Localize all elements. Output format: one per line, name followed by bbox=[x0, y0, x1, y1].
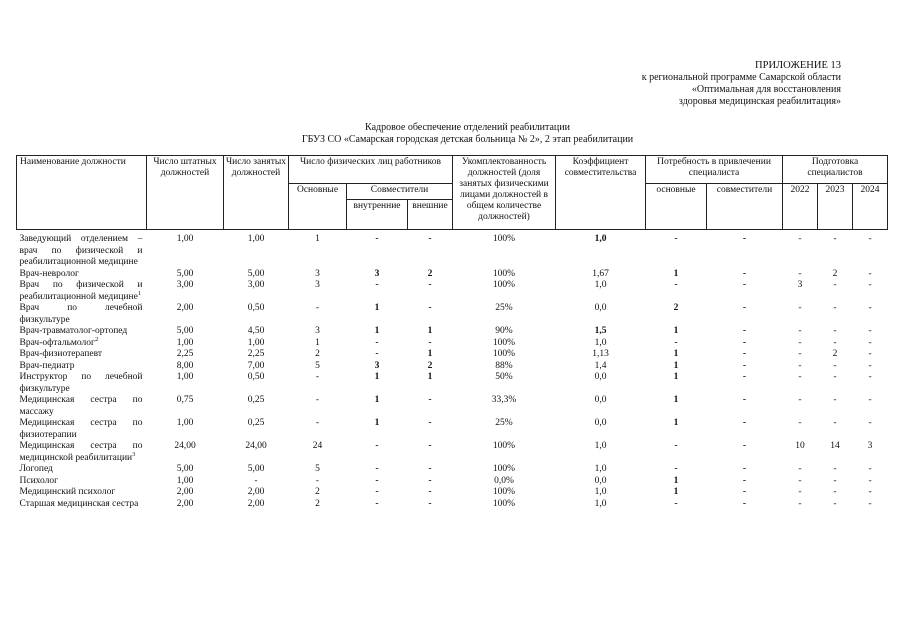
cell-need-part: - bbox=[742, 326, 747, 336]
cell-year-2023: - bbox=[833, 360, 837, 371]
cell-year-2024: - bbox=[868, 268, 872, 279]
cell-need-main: 1 bbox=[673, 326, 679, 336]
cell-position-name bbox=[17, 349, 147, 361]
cell-need-main: 1 bbox=[673, 418, 679, 428]
cell-staffing: 100% bbox=[492, 234, 516, 244]
position-name: Инструктор по лечебной физкультуре bbox=[19, 372, 143, 394]
cell-staff-positions: 5,00 bbox=[176, 464, 194, 474]
position-name: Медицинская сестра по массажу bbox=[19, 395, 143, 417]
cell-internal: - bbox=[375, 234, 379, 244]
cell-position-name bbox=[17, 499, 147, 511]
cell-main: 1 bbox=[315, 234, 320, 244]
cell-need-part: - bbox=[742, 349, 747, 359]
table-row bbox=[17, 441, 888, 464]
table-row bbox=[17, 303, 888, 326]
table-row bbox=[17, 372, 888, 395]
appendix-number: ПРИЛОЖЕНИЕ 13 bbox=[755, 60, 841, 71]
cell-external: - bbox=[428, 464, 432, 474]
cell-need-main: 1 bbox=[673, 475, 679, 486]
cell-need-main: - bbox=[674, 337, 678, 348]
cell-year-2024: - bbox=[868, 487, 872, 497]
cell-internal: 1 bbox=[374, 395, 380, 405]
cell-year-2022: - bbox=[798, 498, 802, 509]
cell-year-2023: - bbox=[833, 337, 837, 348]
cell-staffing: 50% bbox=[495, 372, 513, 382]
cell-occupied-positions: 7,00 bbox=[247, 360, 265, 371]
cell-staffing: 88% bbox=[495, 360, 513, 371]
cell-main: - bbox=[315, 418, 320, 428]
cell-year-2024: - bbox=[868, 498, 872, 509]
position-name: Медицинский психолог bbox=[19, 487, 116, 497]
header-need-main: основные bbox=[646, 184, 707, 230]
cell-position-name bbox=[17, 487, 147, 499]
cell-coefficient: 1,0 bbox=[594, 280, 607, 290]
cell-position-name bbox=[17, 395, 147, 418]
position-name: Врач-педиатр bbox=[19, 360, 75, 371]
cell-staff-positions: 3,00 bbox=[176, 280, 194, 290]
header-year-2022: 2022 bbox=[783, 184, 818, 230]
cell-position-name bbox=[17, 269, 147, 281]
cell-need-main: 1 bbox=[673, 349, 679, 359]
header-need: Потребность в привлечении специалиста bbox=[646, 156, 783, 184]
cell-external: - bbox=[428, 487, 432, 497]
cell-internal: - bbox=[375, 487, 379, 497]
cell-occupied-positions: 4,50 bbox=[247, 326, 265, 336]
cell-need-part: - bbox=[742, 487, 747, 497]
cell-internal: 1 bbox=[374, 326, 380, 336]
cell-staff-positions: 1,00 bbox=[176, 372, 194, 382]
cell-main: - bbox=[315, 395, 320, 405]
cell-main: 24 bbox=[312, 441, 323, 451]
cell-coefficient: 1,0 bbox=[594, 234, 607, 244]
cell-coefficient: 1,4 bbox=[594, 360, 607, 371]
cell-need-part: - bbox=[742, 418, 747, 428]
cell-main: - bbox=[315, 475, 320, 486]
position-name: Медицинская сестра по физиотерапии bbox=[19, 418, 143, 440]
cell-internal: 3 bbox=[374, 360, 380, 371]
cell-occupied-positions: 24,00 bbox=[245, 441, 267, 451]
cell-external: 1 bbox=[427, 349, 433, 359]
cell-year-2024: - bbox=[868, 280, 872, 290]
table-header bbox=[17, 156, 888, 230]
cell-year-2022: - bbox=[798, 303, 802, 313]
cell-year-2024: - bbox=[868, 418, 872, 428]
cell-staffing: 100% bbox=[492, 441, 516, 451]
cell-year-2024: - bbox=[868, 395, 872, 405]
table-row bbox=[17, 361, 888, 373]
footnote-marker: 3 bbox=[132, 450, 136, 458]
header-occupied-positions: Число занятых должностей bbox=[224, 156, 289, 230]
cell-need-part: - bbox=[742, 268, 747, 279]
cell-year-2024: - bbox=[868, 303, 872, 313]
cell-need-main: - bbox=[674, 234, 678, 244]
cell-year-2022: - bbox=[798, 268, 802, 279]
position-name: Психолог bbox=[19, 475, 59, 486]
cell-need-part: - bbox=[742, 360, 747, 371]
cell-occupied-positions: 0,25 bbox=[247, 418, 265, 428]
cell-year-2023: 2 bbox=[832, 349, 838, 359]
cell-year-2023: - bbox=[833, 418, 837, 428]
position-name: Логопед bbox=[19, 464, 53, 474]
cell-need-part: - bbox=[742, 498, 747, 509]
header-name: Наименование должности bbox=[17, 156, 147, 230]
cell-staff-positions: 0,75 bbox=[176, 395, 194, 405]
appendix-heading bbox=[642, 60, 841, 108]
cell-internal: - bbox=[375, 441, 379, 451]
cell-main: - bbox=[315, 303, 320, 313]
cell-position-name bbox=[17, 335, 147, 350]
appendix-line: «Оптимальная для восстановления bbox=[691, 84, 841, 95]
cell-staff-positions: 24,00 bbox=[174, 441, 196, 451]
header-need-part: совместители bbox=[707, 184, 783, 230]
table-row bbox=[17, 269, 888, 281]
header-year-2023: 2023 bbox=[818, 184, 853, 230]
cell-year-2022: - bbox=[798, 372, 802, 382]
cell-coefficient: 0,0 bbox=[594, 475, 607, 486]
position-name: Старшая медицинская сестра bbox=[19, 498, 139, 509]
cell-position-name bbox=[17, 464, 147, 476]
cell-year-2022: - bbox=[798, 234, 802, 244]
cell-occupied-positions: 1,00 bbox=[247, 337, 265, 348]
cell-coefficient: 1,0 bbox=[594, 464, 607, 474]
table-row bbox=[17, 418, 888, 441]
position-name: Медицинская сестра по медицинской реабилитации bbox=[19, 441, 143, 463]
cell-occupied-positions: 1,00 bbox=[247, 234, 265, 244]
cell-internal: 1 bbox=[374, 418, 380, 428]
cell-year-2024: - bbox=[868, 464, 872, 474]
cell-main: 2 bbox=[315, 487, 320, 497]
cell-main: 1 bbox=[315, 337, 320, 348]
cell-year-2024: - bbox=[868, 326, 872, 336]
cell-need-part: - bbox=[742, 280, 747, 290]
cell-occupied-positions: 0,50 bbox=[247, 372, 265, 382]
cell-coefficient: 1,13 bbox=[592, 349, 609, 359]
cell-occupied-positions: 0,50 bbox=[247, 303, 265, 313]
cell-year-2023: - bbox=[833, 464, 837, 474]
cell-year-2023: - bbox=[833, 372, 837, 382]
cell-year-2022: - bbox=[798, 349, 802, 359]
cell-staff-positions: 1,00 bbox=[176, 234, 194, 244]
table-row bbox=[17, 499, 888, 511]
cell-occupied-positions: 2,00 bbox=[247, 487, 265, 497]
cell-year-2023: - bbox=[833, 487, 837, 497]
cell-staff-positions: 8,00 bbox=[176, 360, 194, 371]
cell-internal: 1 bbox=[374, 372, 380, 382]
cell-external: - bbox=[428, 337, 432, 348]
cell-main: 2 bbox=[315, 498, 320, 509]
header-main: Основные bbox=[289, 184, 347, 230]
cell-staffing: 100% bbox=[492, 349, 516, 359]
table-row bbox=[17, 395, 888, 418]
cell-need-main: 1 bbox=[673, 395, 679, 405]
staffing-table bbox=[16, 155, 888, 510]
cell-staffing: 100% bbox=[492, 337, 516, 348]
cell-external: - bbox=[428, 475, 432, 486]
cell-year-2023: - bbox=[833, 395, 837, 405]
position-name: Врач по физической и реабилитационной медицине bbox=[19, 280, 143, 302]
position-name: Врач-невролог bbox=[19, 268, 79, 279]
cell-main: 3 bbox=[315, 268, 320, 279]
cell-year-2024: - bbox=[868, 234, 872, 244]
cell-year-2024: - bbox=[868, 337, 872, 348]
table-body bbox=[17, 230, 888, 511]
cell-external: - bbox=[428, 418, 432, 428]
cell-external: 1 bbox=[427, 326, 433, 336]
cell-coefficient: 1,5 bbox=[594, 326, 607, 336]
position-name: Врач-травматолог-ортопед bbox=[19, 326, 128, 336]
cell-occupied-positions: 5,00 bbox=[247, 464, 265, 474]
cell-occupied-positions: 0,25 bbox=[247, 395, 265, 405]
cell-position-name bbox=[17, 303, 147, 326]
cell-year-2022: 3 bbox=[797, 280, 803, 290]
cell-position-name bbox=[17, 361, 147, 373]
appendix-line: здоровья медицинская реабилитация» bbox=[678, 96, 841, 107]
cell-coefficient: 0,0 bbox=[594, 303, 607, 313]
cell-need-part: - bbox=[742, 464, 747, 474]
cell-staff-positions: 5,00 bbox=[176, 326, 194, 336]
cell-position-name bbox=[17, 372, 147, 395]
cell-external: 2 bbox=[427, 360, 433, 371]
cell-occupied-positions: 2,25 bbox=[247, 349, 265, 359]
cell-main: 3 bbox=[315, 280, 320, 290]
cell-need-main: - bbox=[674, 464, 678, 474]
cell-staff-positions: 1,00 bbox=[176, 337, 194, 348]
cell-external: 1 bbox=[427, 372, 433, 382]
title-line-2: ГБУЗ СО «Самарская городская детская больница № 2», 2 этап реабилитации bbox=[301, 134, 634, 145]
cell-year-2022: 10 bbox=[795, 441, 805, 451]
cell-year-2023: - bbox=[833, 303, 837, 313]
cell-coefficient: 1,0 bbox=[594, 441, 607, 451]
header-year-2024: 2024 bbox=[853, 184, 888, 230]
cell-staffing: 100% bbox=[492, 268, 516, 279]
cell-year-2022: - bbox=[798, 464, 802, 474]
cell-position-name bbox=[17, 230, 147, 269]
cell-staffing: 100% bbox=[492, 280, 516, 290]
cell-external: - bbox=[428, 303, 432, 313]
cell-occupied-positions: - bbox=[254, 475, 258, 486]
title-line-1: Кадровое обеспечение отделений реабилитации bbox=[365, 122, 570, 133]
cell-internal: - bbox=[375, 464, 379, 474]
table-row bbox=[17, 349, 888, 361]
cell-staffing: 25% bbox=[495, 418, 513, 428]
cell-main: 5 bbox=[315, 360, 320, 371]
cell-year-2024: - bbox=[868, 475, 872, 486]
cell-need-part: - bbox=[742, 337, 747, 348]
cell-staff-positions: 1,00 bbox=[176, 475, 194, 486]
cell-position-name bbox=[17, 326, 147, 338]
cell-need-part: - bbox=[742, 234, 747, 244]
cell-year-2023: - bbox=[833, 475, 837, 486]
cell-need-main: 2 bbox=[673, 303, 679, 313]
cell-year-2022: - bbox=[798, 475, 802, 486]
cell-internal: - bbox=[375, 498, 379, 509]
cell-internal: - bbox=[375, 475, 379, 486]
cell-year-2023: - bbox=[833, 326, 837, 336]
header-internal: внутренние bbox=[347, 200, 408, 230]
cell-coefficient: 1,0 bbox=[594, 337, 607, 348]
cell-main: - bbox=[315, 372, 320, 382]
cell-coefficient: 1,67 bbox=[592, 268, 609, 279]
cell-year-2022: - bbox=[798, 418, 802, 428]
cell-need-main: 1 bbox=[673, 487, 679, 497]
appendix-line: к региональной программе Самарской области bbox=[641, 72, 841, 83]
position-name: Врач-физиотерапевт bbox=[19, 349, 102, 359]
cell-staff-positions: 1,00 bbox=[176, 418, 194, 428]
cell-year-2023: 14 bbox=[830, 441, 840, 451]
header-part-timers: Совместители bbox=[347, 184, 453, 200]
table-row bbox=[17, 464, 888, 476]
table-row bbox=[17, 338, 888, 350]
header-staffing: Укомплектованность должностей (доля занятых физическими лицами должностей в общем количестве должностей) bbox=[453, 156, 556, 230]
cell-year-2023: - bbox=[833, 498, 837, 509]
cell-staffing: 0,0% bbox=[494, 475, 514, 486]
cell-main: 2 bbox=[315, 349, 320, 359]
cell-staffing: 100% bbox=[492, 498, 516, 509]
cell-year-2022: - bbox=[798, 326, 802, 336]
cell-staffing: 25% bbox=[495, 303, 513, 313]
position-name: Врач по лечебной физкультуре bbox=[19, 303, 143, 325]
cell-staffing: 90% bbox=[495, 326, 513, 336]
cell-staff-positions: 2,00 bbox=[176, 303, 194, 313]
cell-external: - bbox=[428, 234, 432, 244]
cell-year-2023: 2 bbox=[832, 268, 838, 279]
cell-year-2024: 3 bbox=[867, 441, 873, 451]
cell-main: 3 bbox=[315, 326, 320, 336]
cell-need-part: - bbox=[742, 372, 747, 382]
cell-need-main: 1 bbox=[673, 372, 679, 382]
cell-staffing: 100% bbox=[492, 487, 516, 497]
header-training: Подготовка специалистов bbox=[783, 156, 888, 184]
table-row bbox=[17, 326, 888, 338]
cell-coefficient: 1,0 bbox=[594, 498, 607, 509]
cell-position-name bbox=[17, 476, 147, 488]
position-name: Врач-офтальмолог bbox=[19, 337, 95, 348]
cell-need-main: 1 bbox=[673, 360, 679, 371]
cell-external: - bbox=[428, 441, 432, 451]
cell-year-2024: - bbox=[868, 360, 872, 371]
cell-internal: - bbox=[375, 349, 379, 359]
header-staff-positions: Число штатных должностей bbox=[147, 156, 224, 230]
cell-staffing: 33,3% bbox=[491, 395, 517, 405]
document-title bbox=[0, 122, 905, 146]
cell-need-part: - bbox=[742, 395, 747, 405]
cell-need-part: - bbox=[742, 303, 747, 313]
cell-year-2023: - bbox=[833, 280, 837, 290]
cell-internal: - bbox=[375, 337, 379, 348]
footnote-marker: 2 bbox=[94, 335, 99, 343]
cell-coefficient: 0,0 bbox=[594, 395, 607, 405]
cell-need-main: - bbox=[674, 280, 678, 290]
cell-coefficient: 0,0 bbox=[594, 372, 607, 382]
cell-staff-positions: 2,25 bbox=[176, 349, 194, 359]
cell-year-2022: - bbox=[798, 395, 802, 405]
cell-staffing: 100% bbox=[492, 464, 516, 474]
table-row bbox=[17, 476, 888, 488]
cell-occupied-positions: 3,00 bbox=[247, 280, 265, 290]
cell-external: 2 bbox=[427, 268, 433, 279]
cell-year-2022: - bbox=[798, 487, 802, 497]
cell-year-2024: - bbox=[868, 372, 872, 382]
cell-need-main: - bbox=[674, 441, 678, 451]
position-name: Заведующий отделением – врач по физической и реабилитационной медицине bbox=[19, 234, 143, 267]
cell-occupied-positions: 5,00 bbox=[247, 268, 265, 279]
table-row bbox=[17, 487, 888, 499]
header-external: внешние bbox=[408, 200, 453, 230]
cell-staff-positions: 2,00 bbox=[176, 498, 194, 509]
cell-external: - bbox=[428, 395, 432, 405]
cell-internal: - bbox=[375, 280, 379, 290]
footnote-marker: 1 bbox=[137, 289, 142, 297]
cell-need-main: 1 bbox=[673, 268, 679, 279]
cell-year-2022: - bbox=[798, 360, 802, 371]
cell-year-2024: - bbox=[868, 349, 872, 359]
cell-occupied-positions: 2,00 bbox=[247, 498, 265, 509]
table-row bbox=[17, 280, 888, 303]
cell-external: - bbox=[428, 280, 432, 290]
cell-need-main: - bbox=[674, 498, 678, 509]
table-row bbox=[17, 230, 888, 269]
cell-coefficient: 0,0 bbox=[594, 418, 607, 428]
cell-year-2022: - bbox=[798, 337, 802, 348]
cell-position-name bbox=[17, 418, 147, 441]
cell-coefficient: 1,0 bbox=[594, 487, 607, 497]
cell-position-name bbox=[17, 280, 147, 303]
cell-main: 5 bbox=[315, 464, 320, 474]
header-individuals: Число физических лиц работников bbox=[289, 156, 453, 184]
cell-staff-positions: 2,00 bbox=[176, 487, 194, 497]
cell-position-name bbox=[17, 441, 147, 464]
cell-internal: 3 bbox=[374, 268, 380, 279]
header-coefficient: Коэффициент совместительства bbox=[556, 156, 646, 230]
cell-year-2023: - bbox=[833, 234, 837, 244]
cell-internal: 1 bbox=[374, 303, 380, 313]
cell-staff-positions: 5,00 bbox=[176, 268, 194, 279]
cell-need-part: - bbox=[742, 475, 747, 486]
cell-external: - bbox=[428, 498, 432, 509]
cell-need-part: - bbox=[742, 441, 747, 451]
